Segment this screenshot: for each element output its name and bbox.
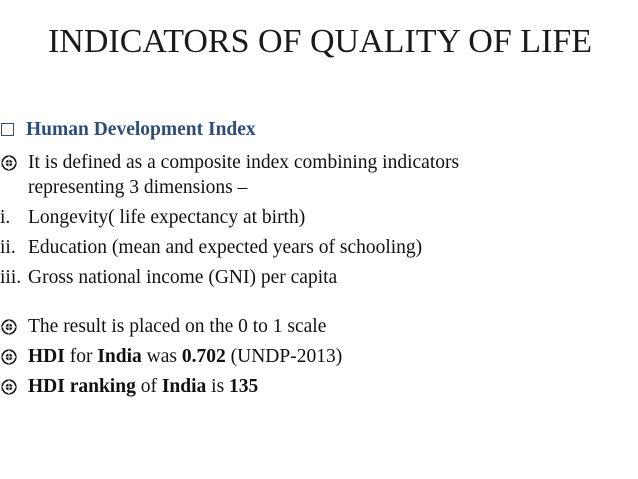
dimension-text: Education (mean and expected years of schooling): [28, 237, 423, 258]
dimension-number: iii.: [0, 267, 22, 288]
scale-text: The result is placed on the 0 to 1 scale: [28, 316, 327, 337]
hdi-for: for: [64, 346, 98, 367]
hdi-value: 0.702: [181, 346, 226, 367]
dimension-text: Gross national income (GNI) per capita: [28, 267, 338, 288]
checkbox-square-icon: [1, 123, 14, 136]
hdi-rank-value: 135: [229, 376, 259, 397]
hdi-country: India: [97, 346, 142, 367]
slide-title: INDICATORS OF QUALITY OF LIFE: [47, 23, 593, 60]
hdi-term: HDI: [28, 346, 65, 367]
hdi-source: (UNDP-2013): [225, 346, 343, 367]
hdi-rank-text: [28, 375, 258, 399]
hdi-rank-of: of: [135, 376, 162, 397]
dimension-text: Longevity( life expectancy at birth): [28, 207, 306, 228]
target-circle-icon: [1, 155, 17, 171]
hdi-value-text: [28, 345, 342, 369]
dimension-number: ii.: [0, 237, 16, 258]
target-circle-icon: [1, 349, 17, 365]
target-circle-icon: [1, 379, 17, 395]
hdi-was: was: [141, 346, 182, 367]
hdi-rank-country: India: [161, 376, 207, 397]
dimension-number: i.: [0, 207, 11, 228]
definition-line-1: It is defined as a composite index combining indicators: [28, 152, 460, 173]
heading-text: Human Development Index: [26, 119, 256, 140]
hdi-rank-term: HDI ranking: [28, 376, 136, 397]
definition-line-2: representing 3 dimensions –: [28, 177, 248, 198]
target-circle-icon: [1, 319, 17, 335]
hdi-rank-is: is: [206, 376, 230, 397]
